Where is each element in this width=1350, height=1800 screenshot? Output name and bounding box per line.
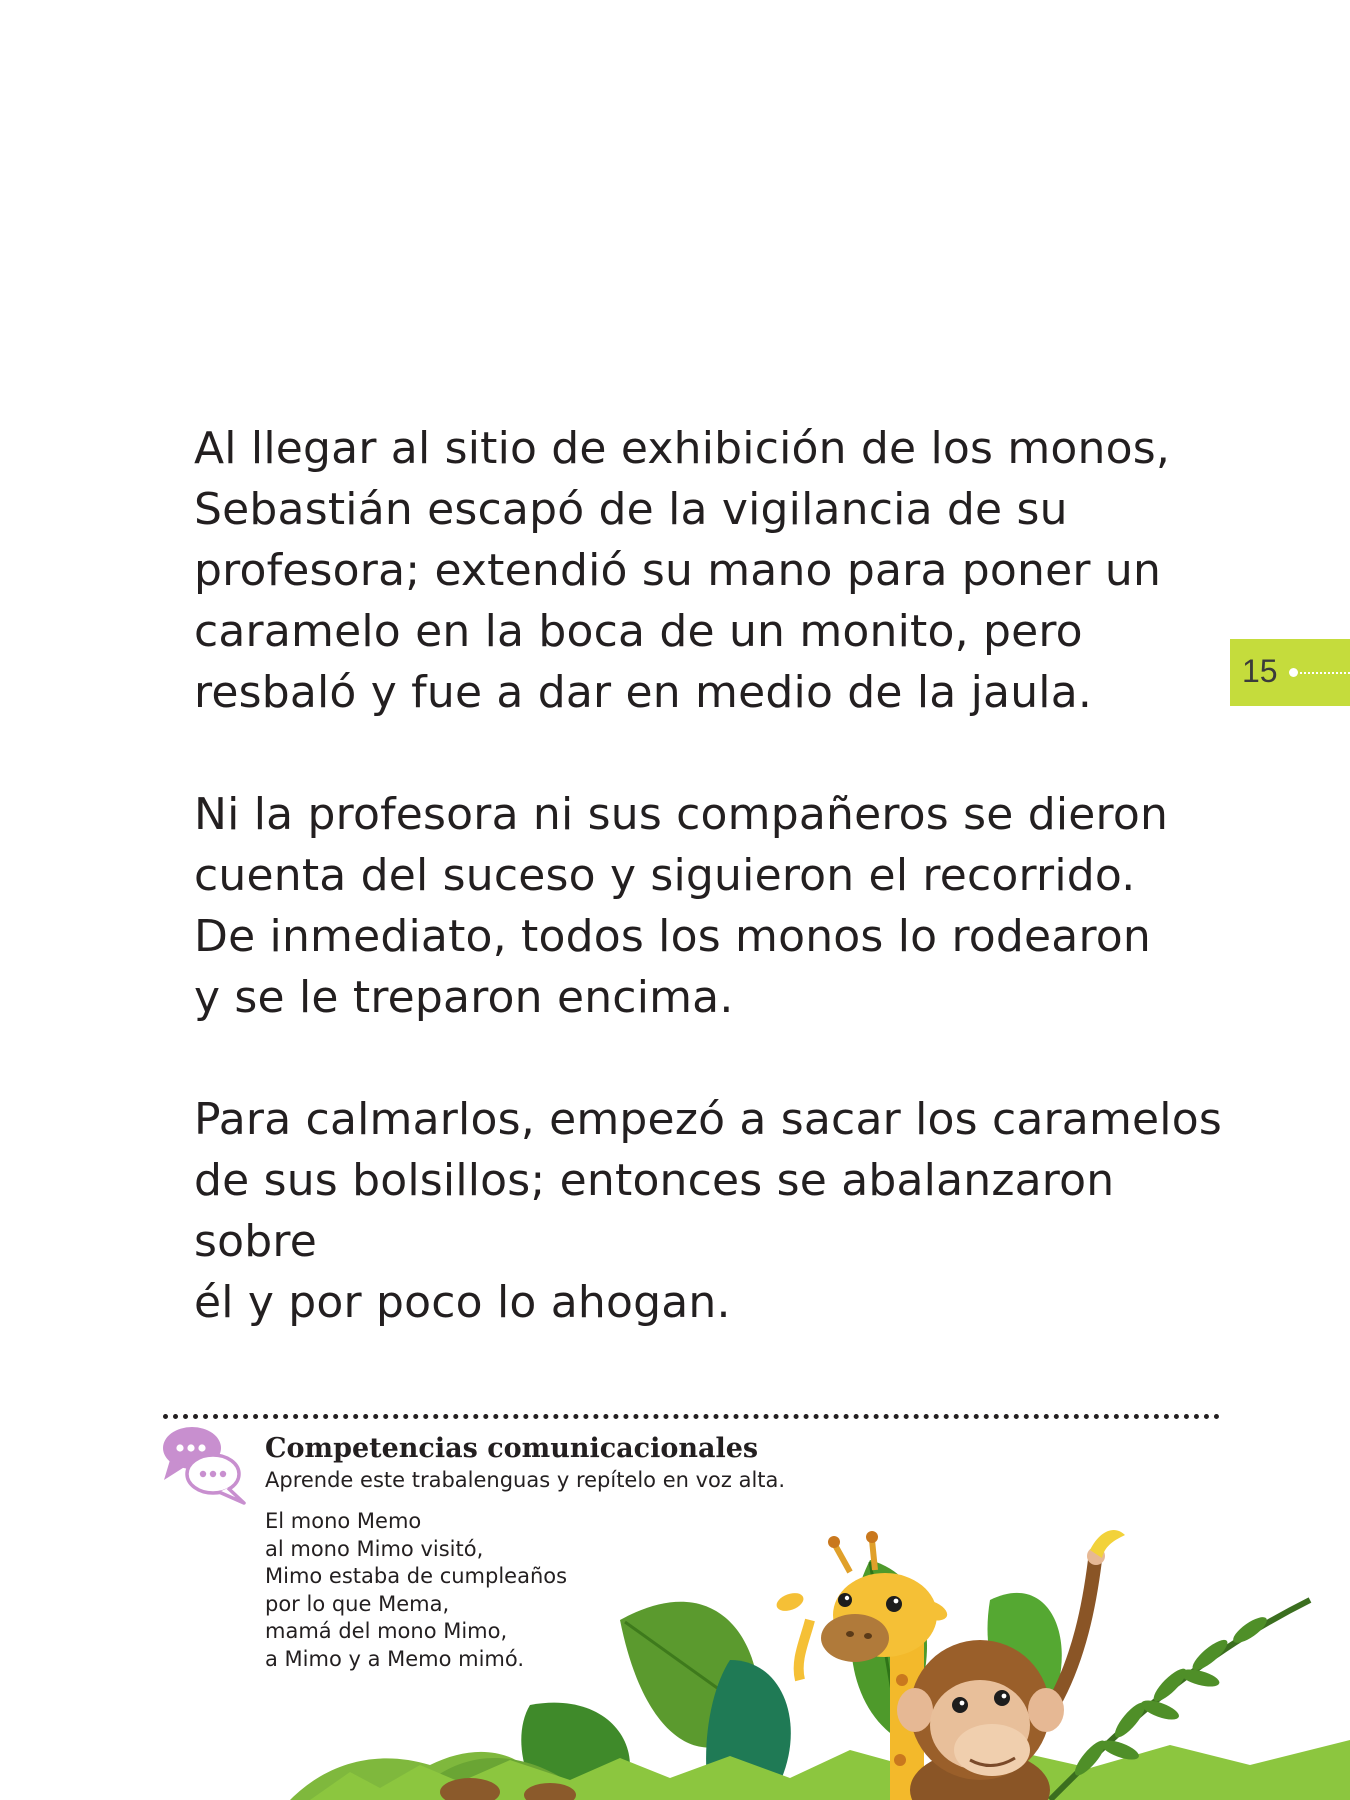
poem-line: a Mimo y a Memo mimó. xyxy=(265,1646,525,1671)
poem-line: mamá del mono Mimo, xyxy=(265,1619,508,1643)
chat-bubbles-icon xyxy=(162,1424,246,1506)
poem-line: El mono Memo xyxy=(265,1509,422,1533)
competencias-subtitle: Aprende este trabalenguas y repítelo en voz alta. xyxy=(265,1468,786,1492)
jungle-illustration xyxy=(290,1510,1350,1800)
chat-bubble-front xyxy=(187,1455,244,1503)
story-paragraph-2: Ni la profesora ni sus compañeros se dieron cuenta del suceso y siguieron el recorrido. De inmediato, todos los monos lo rodearon y se le treparon encima. xyxy=(194,789,1169,1023)
story-text xyxy=(194,418,1224,1394)
page-number: 15 xyxy=(1242,653,1278,689)
section-divider xyxy=(163,1414,1220,1419)
story-paragraph-3: Para calmarlos, empezó a sacar los caramelos de sus bolsillos; entonces se abalanzaron sobre él y por poco lo ahogan. xyxy=(194,1094,1222,1328)
poem-line: por lo que Mema, xyxy=(265,1591,450,1616)
page-number-tab xyxy=(1230,639,1350,706)
page-tab-dot xyxy=(1289,668,1298,677)
poem-line: al mono Mimo visitó, xyxy=(265,1536,484,1561)
story-paragraph-1: Al llegar al sitio de exhibición de los monos, Sebastián escapó de la vigilancia de su profesora; extendió su mano para poner un caramelo en la boca de un monito, pero resbaló y fue a dar en medio de la jaula. xyxy=(194,423,1171,718)
competencias-title: Competencias comunicacionales xyxy=(265,1433,759,1464)
poem-line: Mimo estaba de cumpleaños xyxy=(265,1564,568,1588)
page-tab-dotted-line xyxy=(1300,672,1350,674)
